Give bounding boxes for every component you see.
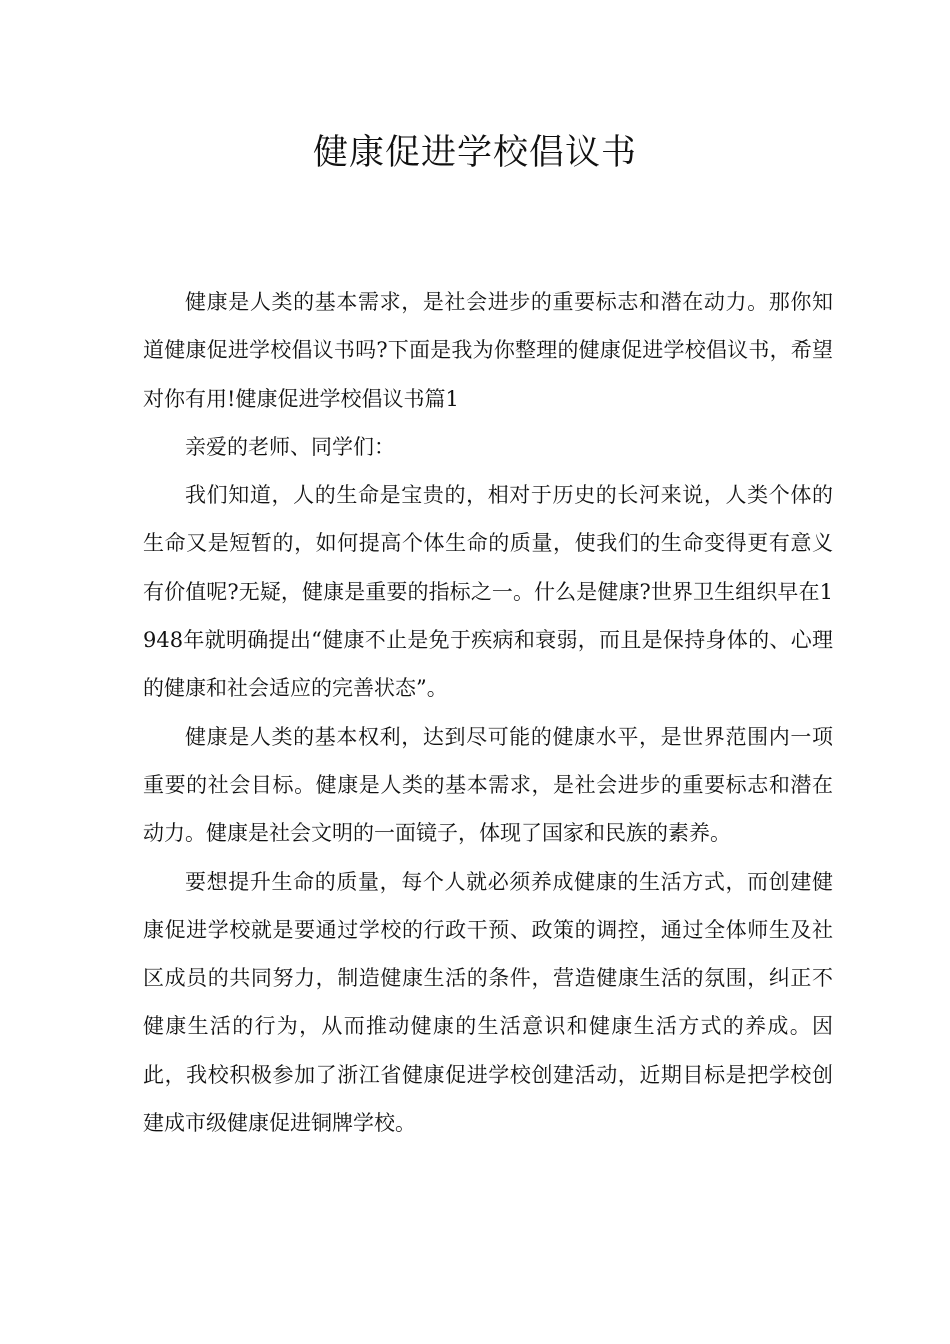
paragraph-intro: 健康是人类的基本需求，是社会进步的重要标志和潜在动力。那你知道健康促进学校倡议书吗?下面是我为你整理的健康促进学校倡议书，希望对你有用!健康促进学校倡议书篇1	[143, 290, 833, 411]
document-title: 健康促进学校倡议书	[312, 133, 637, 173]
paragraph-salutation: 亲爱的老师、同学们：	[185, 434, 395, 459]
paragraph-health-rights: 健康是人类的基本权利，达到尽可能的健康水平，是世界范围内一项重要的社会目标。健康是人类的基本需求，是社会进步的重要标志和潜在动力。健康是社会文明的一面镜子，体现了国家和民族的素养。	[143, 724, 833, 846]
paragraph-life-and-health: 我们知道，人的生命是宝贵的，相对于历史的长河来说，人类个体的生命又是短暂的，如何提高个体生命的质量，使我们的生命变得更有意义有价值呢?无疑，健康是重要的指标之一。什么是健康?世界卫生组织早在1948年就明确提出“健康不止是免于疾病和衰弱，而且是保持身体的、心理的健康和社会适应的完善状态”。	[143, 483, 833, 701]
paragraph-health-school: 要想提升生命的质量，每个人就必须养成健康的生活方式，而创建健康促进学校就是要通过学校的行政干预、政策的调控，通过全体师生及社区成员的共同努力，制造健康生活的条件，营造健康生活的氛围，纠正不健康生活的行为，从而推动健康的生活意识和健康生活方式的养成。因此，我校积极参加了浙江省健康促进学校创建活动，近期目标是把学校创建成市级健康促进铜牌学校。	[143, 869, 833, 1136]
document-body	[143, 278, 833, 1147]
